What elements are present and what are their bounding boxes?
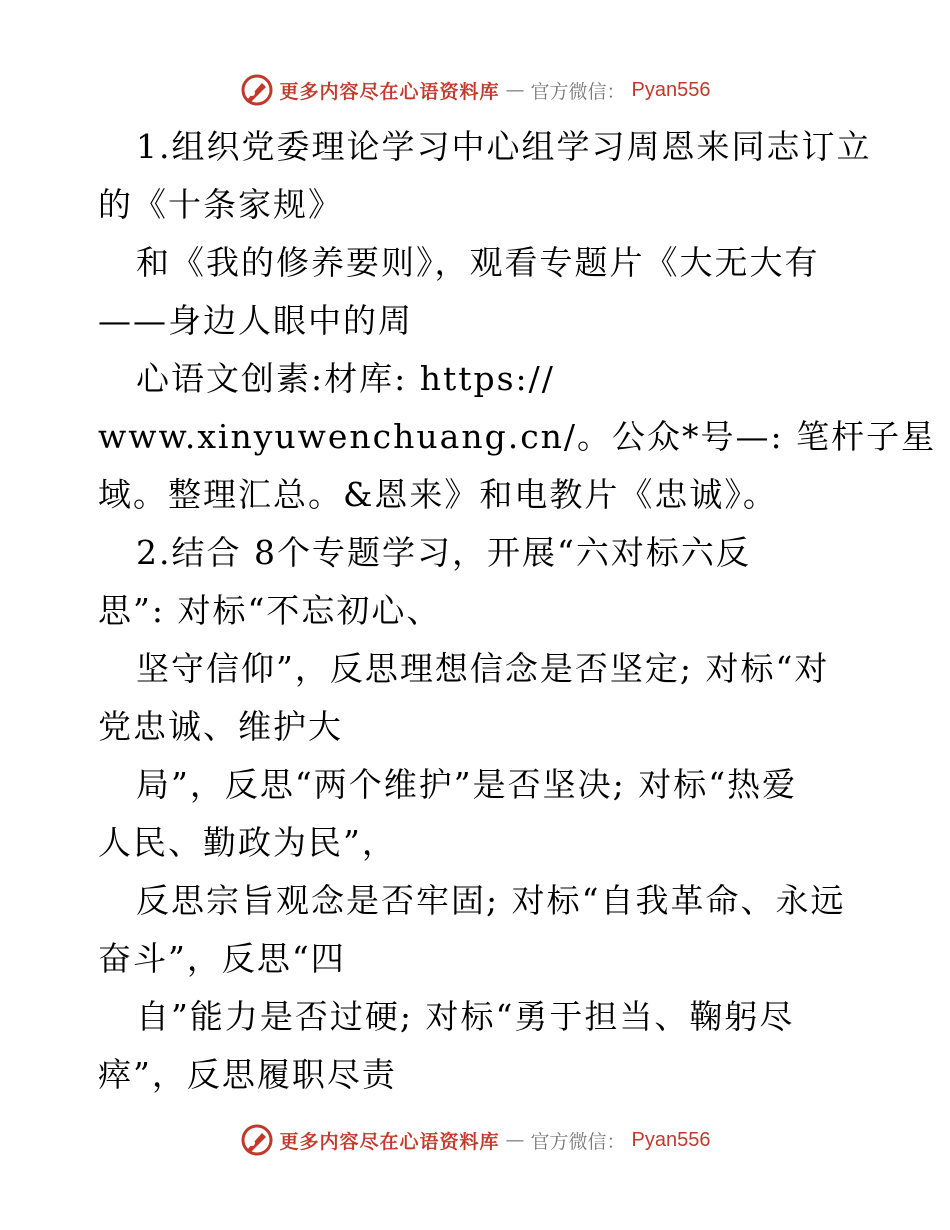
pen-logo-icon — [240, 1123, 274, 1157]
body-line: www.xinyuwenchuang.cn/。公众*号—: 笔杆子星 — [98, 417, 937, 456]
body-line: 的《十条家规》 — [98, 185, 343, 224]
body-line: 奋斗”，反思“四 — [98, 939, 346, 978]
body-line: 思”: 对标“不忘初心、 — [98, 591, 442, 630]
body-line: 自”能力是否过硬; 对标“勇于担当、鞠躬尽 — [136, 997, 795, 1036]
body-line: 心语文创素:材库: https:// — [136, 359, 555, 398]
body-line: ——身边人眼中的周 — [98, 301, 413, 340]
banner-brand: 更多内容尽在心语资料库 — [279, 80, 500, 103]
pen-logo-icon — [240, 73, 274, 107]
body-line: 和《我的修养要则》，观看专题片《大无大有 — [136, 243, 820, 282]
body-line: 1.组织党委理论学习中心组学习周恩来同志订立 — [136, 127, 872, 166]
body-line: 2.结合 8个专题学习，开展“六对标六反 — [136, 533, 751, 572]
body-line: 域。整理汇总。&恩来》和电教片《忠诚》。 — [98, 475, 778, 514]
banner-wechat-id: Pyan556 — [631, 78, 711, 101]
body-line: 人民、勤政为民”， — [98, 823, 397, 862]
body-line: 党忠诚、维护大 — [98, 707, 343, 746]
banner-wechat-id: Pyan556 — [631, 1128, 711, 1151]
footer-banner — [0, 1120, 950, 1160]
banner-wechat-label: 官方微信： — [530, 80, 626, 103]
banner-separator: — — [505, 1129, 525, 1151]
body-line: 坚守信仰”，反思理想信念是否坚定; 对标“对 — [136, 649, 830, 688]
banner-brand: 更多内容尽在心语资料库 — [279, 1130, 500, 1153]
body-line: 局”，反思“两个维护”是否坚决; 对标“热爱 — [136, 765, 798, 804]
banner-separator: — — [505, 79, 525, 101]
body-line: 反思宗旨观念是否牢固; 对标“自我革命、永远 — [136, 881, 846, 920]
document-body — [98, 118, 937, 1104]
banner-wechat-label: 官方微信： — [530, 1130, 626, 1153]
body-line: 瘁”，反思履职尽责 — [98, 1055, 397, 1094]
header-banner — [0, 70, 950, 110]
